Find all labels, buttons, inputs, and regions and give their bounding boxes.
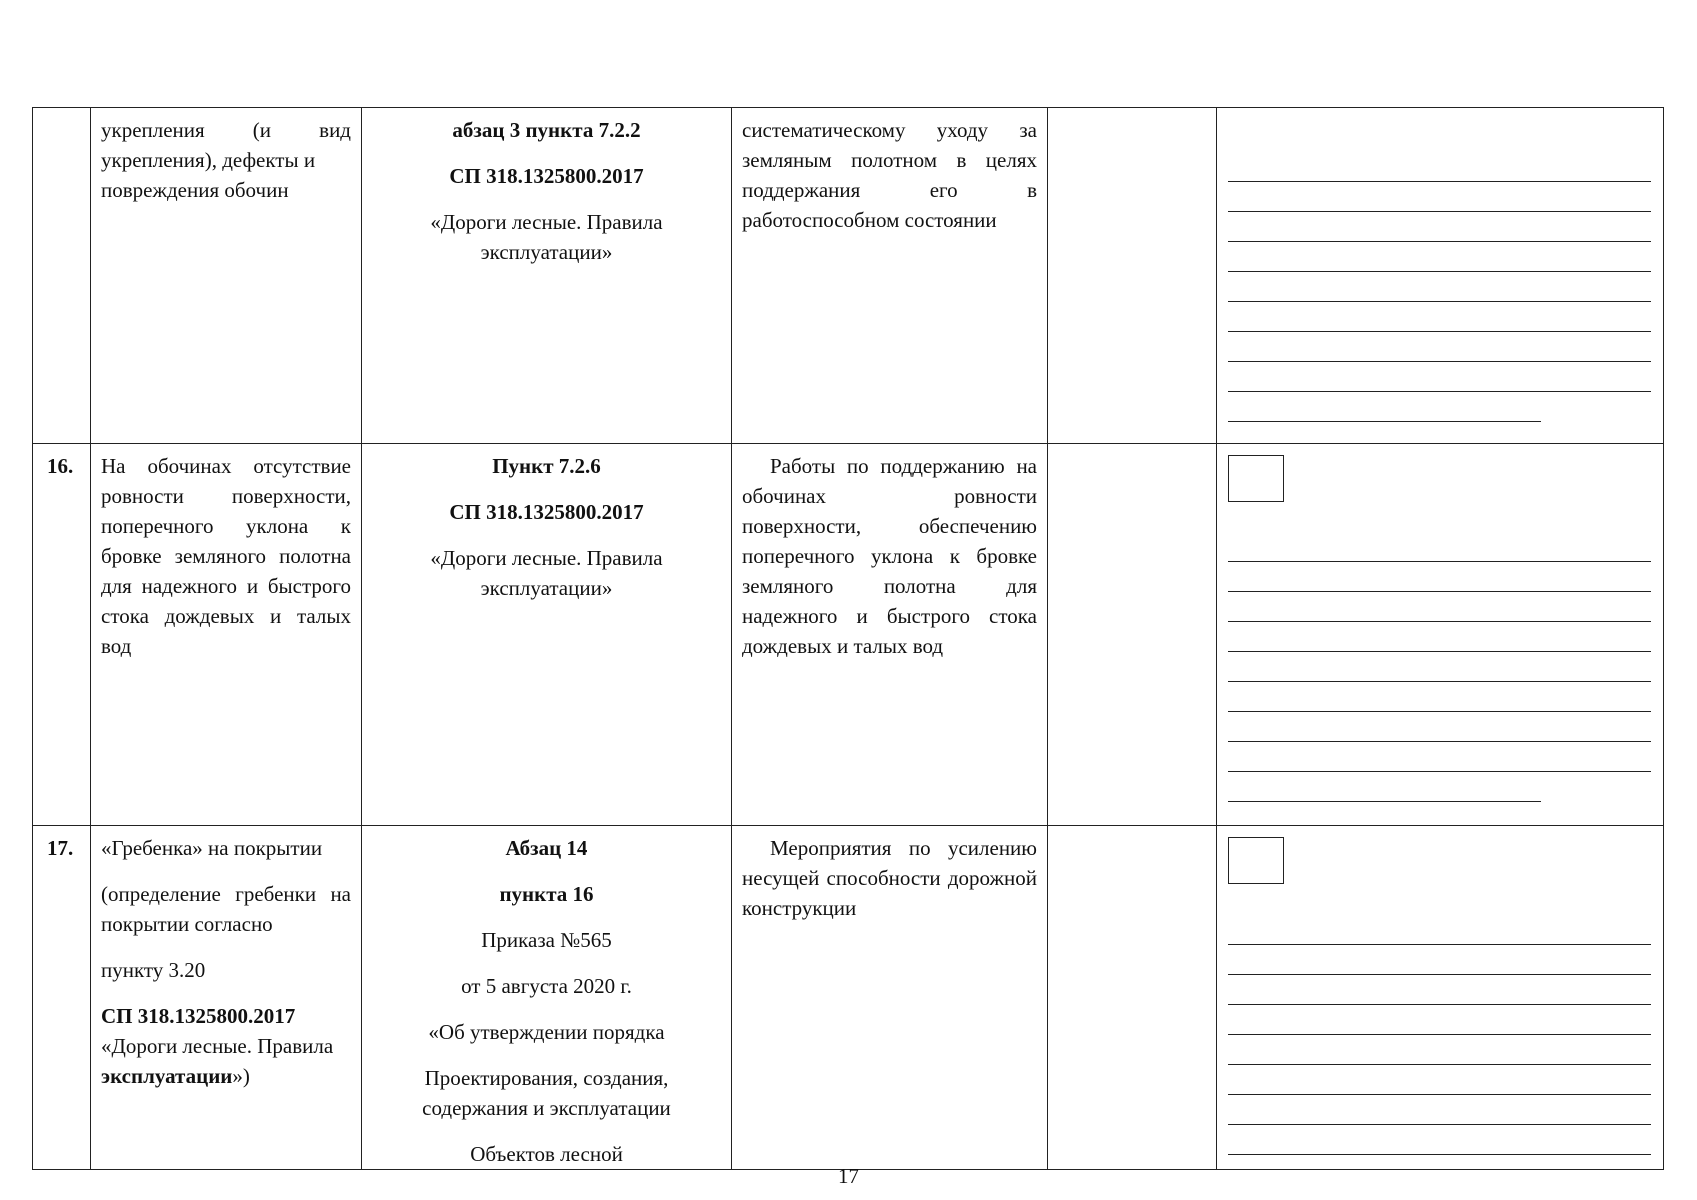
answer-line[interactable]: [1228, 1094, 1651, 1095]
answer-line[interactable]: [1228, 1064, 1651, 1065]
checkbox[interactable]: [1228, 837, 1284, 884]
source-title: «Дороги лесные. Правила эксплуатации»: [430, 210, 663, 264]
answer-line[interactable]: [1228, 801, 1541, 802]
source-title: «Дороги лесные. Правила эксплуатации»: [430, 546, 663, 600]
requirement-bold: эксплуатации: [101, 1064, 233, 1088]
answer-line[interactable]: [1228, 561, 1651, 562]
answer-line[interactable]: [1228, 944, 1651, 945]
source-clause: Абзац 14: [505, 836, 588, 860]
answer-line[interactable]: [1228, 1004, 1651, 1005]
table-row: [33, 108, 1664, 444]
empty-cell: [1048, 444, 1217, 826]
answer-line[interactable]: [1228, 591, 1651, 592]
requirement-line: укрепления (и вид: [101, 118, 351, 142]
source-line: Объектов лесной: [470, 1142, 623, 1166]
source-cell: [362, 444, 732, 826]
answer-line[interactable]: [1228, 421, 1541, 422]
requirement-cell: [91, 444, 362, 826]
source-cell: [362, 826, 732, 1170]
source-clause: пункта 16: [499, 882, 594, 906]
requirement-text: «Дороги лесные. Правила: [101, 1034, 334, 1058]
checkbox[interactable]: [1228, 455, 1284, 502]
source-line: Приказа №565: [481, 928, 612, 952]
answer-line[interactable]: [1228, 271, 1651, 272]
source-standard: СП 318.1325800.2017: [449, 164, 644, 188]
measure-text: Работы по поддержанию на обочинах ровности поверхности, обеспечению поперечного уклона к бровке земляного полотна для надежного и быстрого стока дождевых и талых вод: [742, 454, 1037, 658]
answer-line[interactable]: [1228, 741, 1651, 742]
requirement-cell: [91, 108, 362, 444]
answer-line[interactable]: [1228, 681, 1651, 682]
answer-line[interactable]: [1228, 181, 1651, 182]
requirement-text: «Гребенка» на покрытии: [101, 836, 323, 860]
measure-cell: [732, 444, 1048, 826]
answer-line[interactable]: [1228, 1034, 1651, 1035]
answer-line[interactable]: [1228, 771, 1651, 772]
answer-line[interactable]: [1228, 361, 1651, 362]
measure-text: систематическому уходу за земляным полотном в целях поддержания его в работоспособном состоянии: [742, 118, 1037, 232]
requirement-text: (определение гребенки на покрытии согласно: [101, 882, 351, 936]
answer-cell: [1217, 108, 1664, 444]
requirement-text: [101, 1061, 351, 1091]
source-standard: СП 318.1325800.2017: [449, 500, 644, 524]
answer-line[interactable]: [1228, 621, 1651, 622]
source-line: «Об утверждении порядка: [428, 1020, 665, 1044]
row-number: [33, 108, 91, 444]
answer-line[interactable]: [1228, 331, 1651, 332]
answer-line[interactable]: [1228, 651, 1651, 652]
answer-line[interactable]: [1228, 974, 1651, 975]
answer-line[interactable]: [1228, 241, 1651, 242]
requirement-text: На обочинах отсутствие ровности поверхности, поперечного уклона к бровке земляного полотна для надежного и быстрого стока дождевых и талых вод: [101, 454, 351, 658]
requirement-cell: [91, 826, 362, 1170]
empty-cell: [1048, 826, 1217, 1170]
row-number: 17.: [33, 826, 91, 1170]
measure-cell: [732, 826, 1048, 1170]
empty-cell: [1048, 108, 1217, 444]
answer-line[interactable]: [1228, 301, 1651, 302]
page-number: 17: [838, 1164, 859, 1188]
row-number: 16.: [33, 444, 91, 826]
requirement-tail: »): [232, 1064, 250, 1088]
requirement-standard: СП 318.1325800.2017: [101, 1004, 296, 1028]
source-clause: абзац 3 пункта 7.2.2: [452, 118, 641, 142]
source-clause: Пункт 7.2.6: [492, 454, 601, 478]
answer-line[interactable]: [1228, 211, 1651, 212]
table-row: [33, 444, 1664, 826]
requirement-line: укрепления), дефекты и повреждения обочин: [101, 148, 316, 202]
measure-text: Мероприятия по усилению несущей способности дорожной конструкции: [742, 836, 1037, 920]
answer-line[interactable]: [1228, 1124, 1651, 1125]
measure-cell: [732, 108, 1048, 444]
source-line: от 5 августа 2020 г.: [461, 974, 632, 998]
source-line: Проектирования, создания, содержания и эксплуатации: [422, 1066, 671, 1120]
checklist-table: [32, 107, 1664, 1170]
answer-line[interactable]: [1228, 391, 1651, 392]
answer-cell: [1217, 444, 1664, 826]
answer-cell: [1217, 826, 1664, 1170]
requirement-text: пункту 3.20: [101, 958, 206, 982]
answer-line[interactable]: [1228, 711, 1651, 712]
source-cell: [362, 108, 732, 444]
table-row: [33, 826, 1664, 1170]
answer-line[interactable]: [1228, 1154, 1651, 1155]
